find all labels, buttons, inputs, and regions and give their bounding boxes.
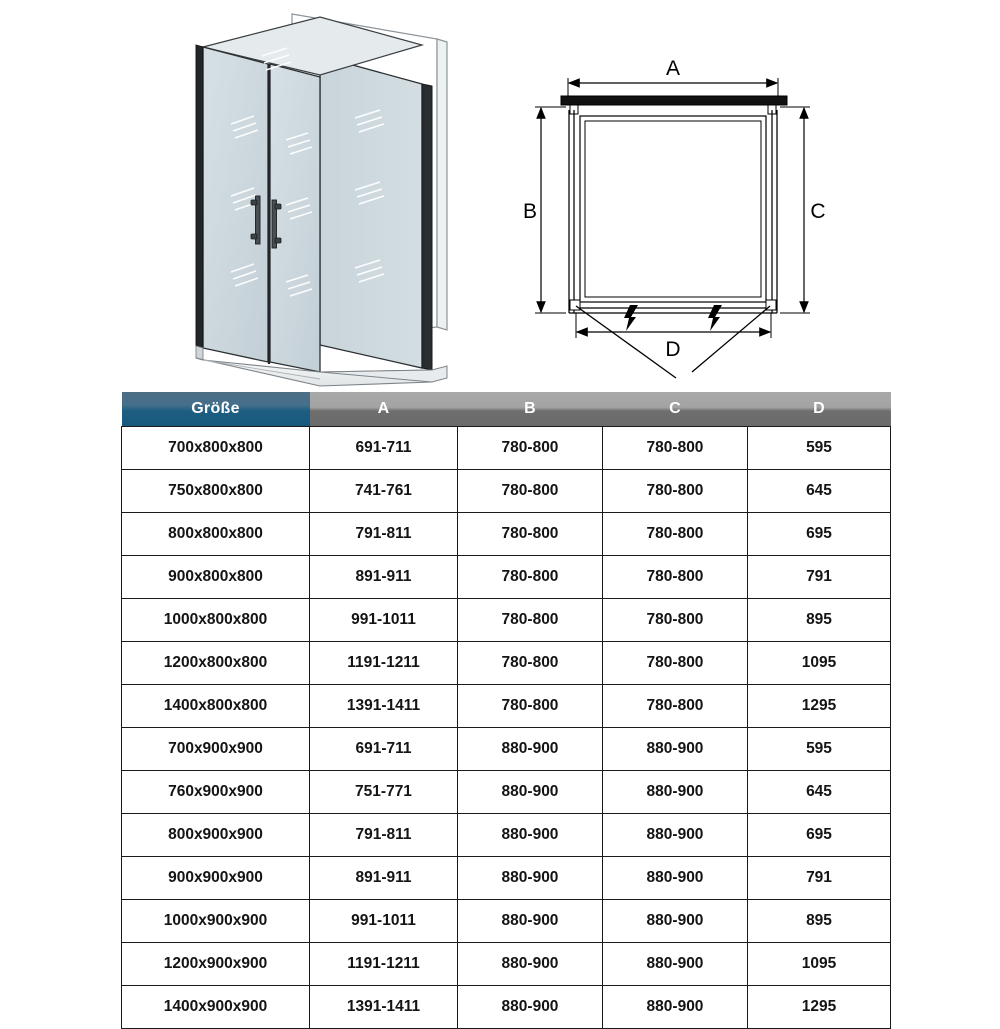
cell-size: 800x900x900: [122, 814, 310, 857]
cell-d: 595: [748, 728, 891, 771]
cell-c: 880-900: [603, 986, 748, 1029]
cell-size: 1000x900x900: [122, 900, 310, 943]
cell-b: 780-800: [458, 513, 603, 556]
cell-c: 780-800: [603, 642, 748, 685]
cell-b: 880-900: [458, 900, 603, 943]
cell-size: 900x900x900: [122, 857, 310, 900]
table-row: [122, 728, 891, 771]
cell-c: 780-800: [603, 599, 748, 642]
plan-label-a: A: [665, 57, 681, 80]
cell-d: 791: [748, 857, 891, 900]
cell-size: 900x800x800: [122, 556, 310, 599]
top-rail: [561, 96, 787, 105]
cell-a: 791-811: [310, 814, 458, 857]
cell-c: 880-900: [603, 814, 748, 857]
cell-b: 780-800: [458, 427, 603, 470]
cell-c: 780-800: [603, 556, 748, 599]
cell-d: 645: [748, 470, 891, 513]
column-header-size: Größe: [122, 392, 310, 427]
table-row: [122, 513, 891, 556]
cell-d: 645: [748, 771, 891, 814]
cell-b: 880-900: [458, 857, 603, 900]
dimension-b: [523, 107, 566, 313]
dimension-c: [780, 107, 826, 313]
cell-size: 760x900x900: [122, 771, 310, 814]
size-table: [121, 392, 891, 1029]
cell-b: 780-800: [458, 642, 603, 685]
door-swing-arrows: [624, 305, 722, 331]
plan-label-b: B: [522, 200, 538, 223]
cell-d: 1095: [748, 642, 891, 685]
cell-d: 895: [748, 599, 891, 642]
cell-a: 1391-1411: [310, 685, 458, 728]
drawings-svg: [0, 0, 1000, 390]
cell-b: 880-900: [458, 771, 603, 814]
cell-size: 1200x800x800: [122, 642, 310, 685]
cell-d: 791: [748, 556, 891, 599]
cell-c: 880-900: [603, 771, 748, 814]
cell-a: 1191-1211: [310, 943, 458, 986]
cell-size: 1000x800x800: [122, 599, 310, 642]
side-glass-panel: [320, 56, 432, 370]
cell-a: 891-911: [310, 556, 458, 599]
cell-a: 1391-1411: [310, 986, 458, 1029]
table-row: [122, 642, 891, 685]
cell-a: 891-911: [310, 857, 458, 900]
cell-a: 991-1011: [310, 900, 458, 943]
cell-d: 895: [748, 900, 891, 943]
cell-d: 1095: [748, 943, 891, 986]
cell-size: 800x800x800: [122, 513, 310, 556]
cell-c: 780-800: [603, 470, 748, 513]
cell-b: 880-900: [458, 943, 603, 986]
cell-a: 791-811: [310, 513, 458, 556]
table-row: [122, 685, 891, 728]
table-row: [122, 771, 891, 814]
cell-b: 880-900: [458, 814, 603, 857]
cell-a: 691-711: [310, 427, 458, 470]
cell-b: 880-900: [458, 728, 603, 771]
cell-c: 880-900: [603, 857, 748, 900]
cell-d: 1295: [748, 986, 891, 1029]
cell-size: 700x900x900: [122, 728, 310, 771]
table-body: [122, 427, 891, 1029]
dimension-d: [576, 313, 771, 361]
cell-b: 880-900: [458, 986, 603, 1029]
cell-a: 991-1011: [310, 599, 458, 642]
table-row: [122, 470, 891, 513]
table-row: [122, 814, 891, 857]
plan-label-d: D: [665, 338, 681, 361]
table-row: [122, 556, 891, 599]
cell-size: 1400x800x800: [122, 685, 310, 728]
table-row: [122, 900, 891, 943]
column-header-c: C: [603, 392, 748, 427]
cell-a: 1191-1211: [310, 642, 458, 685]
tray-inner-outline: [585, 121, 761, 297]
cell-d: 695: [748, 814, 891, 857]
column-header-a: A: [310, 392, 458, 427]
cell-d: 595: [748, 427, 891, 470]
cell-size: 750x800x800: [122, 470, 310, 513]
table-row: [122, 943, 891, 986]
column-header-b: B: [458, 392, 603, 427]
perspective-drawing: [196, 14, 447, 386]
cell-size: 700x800x800: [122, 427, 310, 470]
cell-d: 1295: [748, 685, 891, 728]
technical-drawings: [0, 0, 1000, 390]
table-row: [122, 857, 891, 900]
cell-c: 880-900: [603, 900, 748, 943]
table-row: [122, 986, 891, 1029]
cell-b: 780-800: [458, 470, 603, 513]
cell-b: 780-800: [458, 685, 603, 728]
cell-c: 780-800: [603, 685, 748, 728]
cell-c: 780-800: [603, 513, 748, 556]
cell-b: 780-800: [458, 599, 603, 642]
cell-c: 780-800: [603, 427, 748, 470]
table-row: [122, 599, 891, 642]
cell-c: 880-900: [603, 943, 748, 986]
cell-size: 1400x900x900: [122, 986, 310, 1029]
plan-drawing: [523, 57, 826, 378]
column-header-d: D: [748, 392, 891, 427]
table-header-row: [122, 392, 891, 427]
table-row: [122, 427, 891, 470]
cell-size: 1200x900x900: [122, 943, 310, 986]
cell-a: 741-761: [310, 470, 458, 513]
cell-a: 691-711: [310, 728, 458, 771]
cell-b: 780-800: [458, 556, 603, 599]
plan-label-c: C: [810, 200, 826, 223]
cell-c: 880-900: [603, 728, 748, 771]
cell-d: 695: [748, 513, 891, 556]
cell-a: 751-771: [310, 771, 458, 814]
